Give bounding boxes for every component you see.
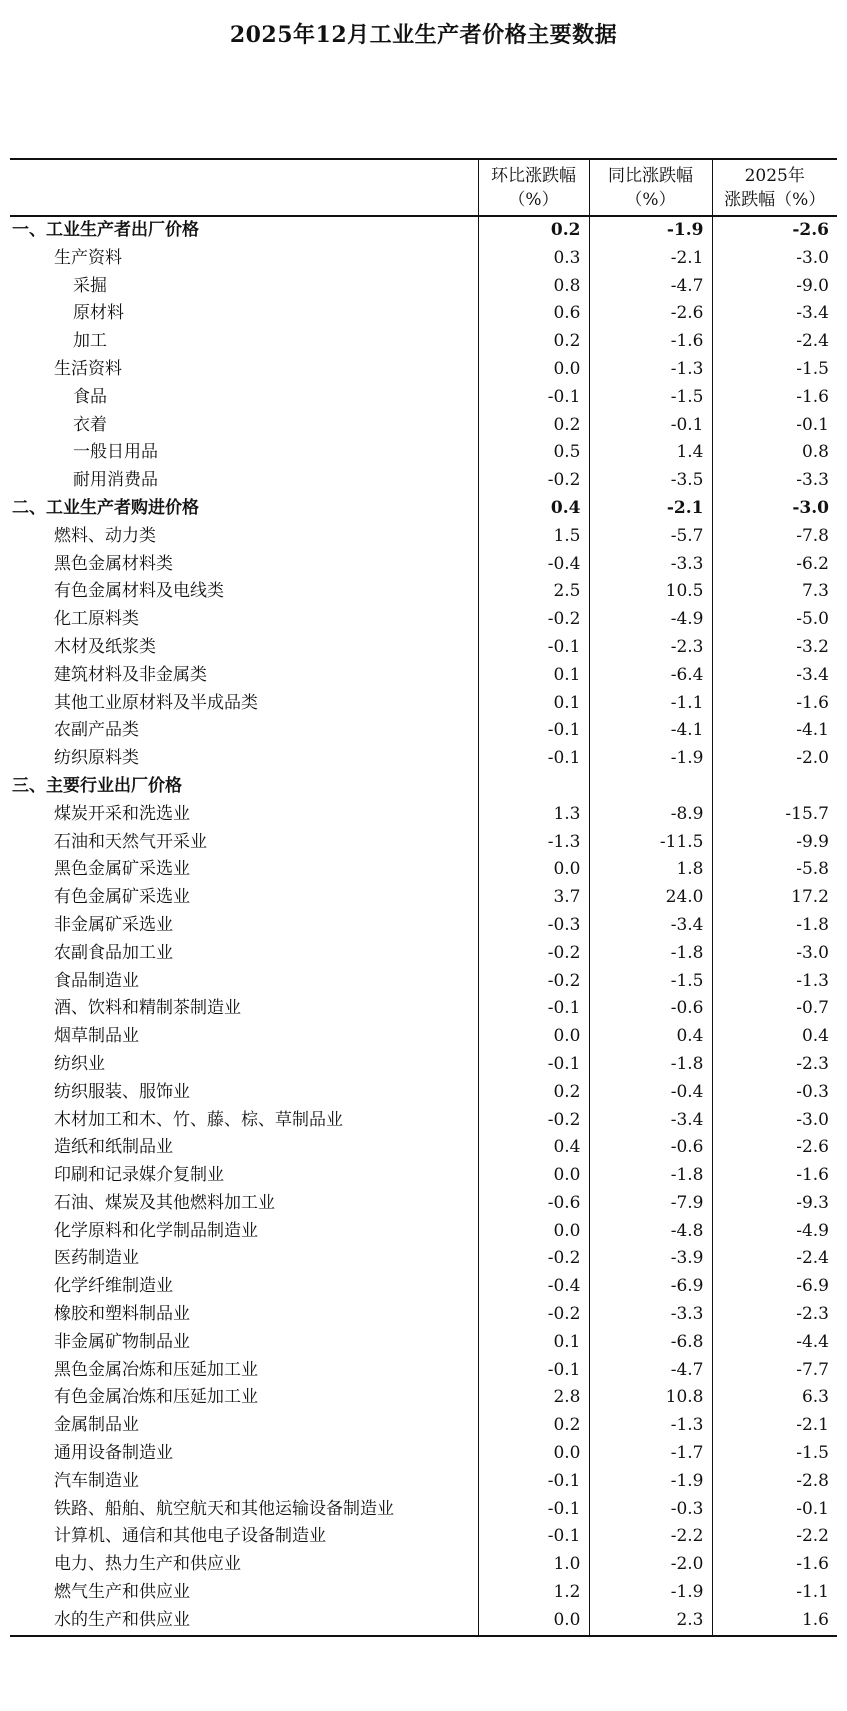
table-row [10,606,837,634]
cell-yoy: -3.5 [589,467,712,495]
header-mom-change [478,159,589,216]
cell-yoy: -1.9 [589,216,712,245]
table-row [10,634,837,662]
row-label: 烟草制品业 [54,1026,139,1047]
cell-ytd: -1.6 [712,690,837,718]
header-ytd-line1: 2025年 [744,165,805,186]
cell-mom: 0.0 [478,856,589,884]
cell-mom: 0.2 [478,328,589,356]
cell-yoy: -3.9 [589,1245,712,1273]
row-label: 非金属矿物制品业 [54,1331,190,1352]
cell-yoy: 24.0 [589,884,712,912]
header-ytd-line2: 涨跌幅（%） [724,189,826,210]
cell-mom: 0.0 [478,1218,589,1246]
row-label: 木材加工和木、竹、藤、棕、草制品业 [54,1109,343,1130]
header-yoy-line1: 同比涨跌幅 [608,165,693,186]
cell-ytd: -2.3 [712,1051,837,1079]
cell-mom: 2.5 [478,578,589,606]
cell-ytd: 7.3 [712,578,837,606]
cell-mom: -0.1 [478,717,589,745]
cell-ytd: -0.7 [712,995,837,1023]
table-row [10,1551,837,1579]
row-label: 医药制造业 [54,1248,139,1269]
cell-mom: -0.2 [478,1245,589,1273]
cell-mom: 0.0 [478,1440,589,1468]
cell-ytd: -7.8 [712,523,837,551]
cell-mom: 0.3 [478,245,589,273]
cell-yoy: -8.9 [589,801,712,829]
table-row [10,578,837,606]
cell-ytd: -2.4 [712,1245,837,1273]
row-label: 纺织服装、服饰业 [54,1081,190,1102]
cell-ytd: -3.4 [712,662,837,690]
page-title: 2025年12月工业生产者价格主要数据 [229,22,618,48]
cell-yoy: -0.1 [589,412,712,440]
row-label: 生活资料 [54,358,122,379]
cell-mom: 1.0 [478,1551,589,1579]
cell-mom: 0.4 [478,495,589,523]
cell-ytd: -9.3 [712,1190,837,1218]
table-row [10,856,837,884]
cell-mom [478,773,589,801]
cell-ytd: -9.9 [712,829,837,857]
cell-yoy: -6.8 [589,1329,712,1357]
cell-mom: 0.5 [478,439,589,467]
table-row [10,1523,837,1551]
header-ytd-change [712,159,837,216]
row-label: 原材料 [73,303,124,324]
cell-mom: 0.1 [478,1329,589,1357]
row-label: 燃料、动力类 [54,525,156,546]
cell-ytd: -3.4 [712,300,837,328]
cell-yoy: -0.4 [589,1079,712,1107]
row-label: 一、工业生产者出厂价格 [12,220,199,240]
cell-ytd: 1.6 [712,1607,837,1636]
row-label: 汽车制造业 [54,1470,139,1491]
row-label: 造纸和纸制品业 [54,1137,173,1158]
header-row [10,159,837,216]
row-label: 石油和天然气开采业 [54,831,207,852]
cell-ytd: 17.2 [712,884,837,912]
cell-yoy: -1.1 [589,690,712,718]
cell-ytd [712,773,837,801]
table-row [10,773,837,801]
cell-yoy: -1.5 [589,968,712,996]
table-row [10,1245,837,1273]
cell-yoy: -1.6 [589,328,712,356]
cell-yoy: 2.3 [589,1607,712,1636]
cell-mom: 3.7 [478,884,589,912]
cell-mom: -0.2 [478,1301,589,1329]
table-row [10,940,837,968]
cell-yoy: 1.8 [589,856,712,884]
cell-mom: 0.6 [478,300,589,328]
cell-yoy [589,773,712,801]
cell-ytd: -2.3 [712,1301,837,1329]
row-label: 黑色金属材料类 [54,553,173,574]
table-row [10,884,837,912]
cell-yoy: -0.6 [589,995,712,1023]
cell-mom: 0.1 [478,690,589,718]
cell-mom: -0.1 [478,1357,589,1385]
table-row [10,216,837,245]
cell-mom: 0.0 [478,356,589,384]
cell-yoy: -6.9 [589,1273,712,1301]
cell-yoy: -2.1 [589,495,712,523]
cell-ytd: -2.6 [712,1134,837,1162]
table-row [10,1051,837,1079]
cell-yoy: -1.3 [589,1412,712,1440]
cell-ytd: -0.1 [712,412,837,440]
cell-mom: -0.2 [478,467,589,495]
table-row [10,356,837,384]
cell-mom: -0.1 [478,634,589,662]
cell-ytd: -2.1 [712,1412,837,1440]
cell-mom: -0.4 [478,551,589,579]
table-row [10,328,837,356]
row-label: 有色金属材料及电线类 [54,581,224,602]
cell-mom: 1.2 [478,1579,589,1607]
cell-mom: 0.0 [478,1162,589,1190]
row-label: 金属制品业 [54,1415,139,1436]
cell-mom: 0.0 [478,1023,589,1051]
row-label: 食品 [73,386,107,407]
cell-yoy: -3.3 [589,1301,712,1329]
cell-ytd: -2.6 [712,216,837,245]
cell-mom: -0.2 [478,606,589,634]
cell-yoy: -5.7 [589,523,712,551]
table-row [10,717,837,745]
cell-ytd: -0.1 [712,1496,837,1524]
cell-yoy: -4.7 [589,1357,712,1385]
cell-yoy: -1.7 [589,1440,712,1468]
cell-yoy: -1.8 [589,940,712,968]
cell-ytd: -2.2 [712,1523,837,1551]
cell-mom: 2.8 [478,1384,589,1412]
table-row [10,245,837,273]
header-yoy-line2: （%） [625,189,676,210]
cell-yoy: -4.1 [589,717,712,745]
cell-ytd: -1.5 [712,1440,837,1468]
cell-ytd: -1.6 [712,1162,837,1190]
header-mom-line2: （%） [508,189,559,210]
table-row [10,995,837,1023]
table-row [10,1579,837,1607]
cell-ytd: 0.4 [712,1023,837,1051]
cell-mom: 0.2 [478,1412,589,1440]
cell-yoy: -1.8 [589,1051,712,1079]
row-label: 橡胶和塑料制品业 [54,1304,190,1325]
cell-ytd: -7.7 [712,1357,837,1385]
table-row [10,1357,837,1385]
cell-mom: -0.4 [478,1273,589,1301]
cell-yoy: -11.5 [589,829,712,857]
cell-yoy: -4.9 [589,606,712,634]
cell-ytd: -2.4 [712,328,837,356]
table-row [10,801,837,829]
table-row [10,1218,837,1246]
header-yoy-change [589,159,712,216]
price-data-table [10,158,837,1637]
cell-yoy: -6.4 [589,662,712,690]
cell-yoy: -1.9 [589,1579,712,1607]
cell-ytd: -15.7 [712,801,837,829]
cell-mom: -0.1 [478,1468,589,1496]
table-row [10,1384,837,1412]
header-item-column [10,159,478,216]
cell-ytd: -2.0 [712,745,837,773]
table-row [10,968,837,996]
row-label: 酒、饮料和精制茶制造业 [54,998,241,1019]
cell-ytd: -5.8 [712,856,837,884]
cell-yoy: -4.8 [589,1218,712,1246]
cell-ytd: -1.3 [712,968,837,996]
table-row [10,745,837,773]
cell-yoy: -2.6 [589,300,712,328]
row-label: 计算机、通信和其他电子设备制造业 [54,1526,326,1547]
row-label: 采掘 [73,275,107,296]
cell-ytd: 6.3 [712,1384,837,1412]
row-label: 建筑材料及非金属类 [54,664,207,685]
cell-mom: 0.2 [478,412,589,440]
cell-yoy: -1.3 [589,356,712,384]
table-row [10,1412,837,1440]
table-row [10,1496,837,1524]
table-row [10,1134,837,1162]
cell-mom: -1.3 [478,829,589,857]
row-label: 电力、热力生产和供应业 [54,1554,241,1575]
table-row [10,551,837,579]
table-row [10,690,837,718]
cell-mom: 0.4 [478,1134,589,1162]
cell-yoy: -3.4 [589,912,712,940]
cell-yoy: 10.8 [589,1384,712,1412]
table-row [10,273,837,301]
cell-yoy: 1.4 [589,439,712,467]
table-row [10,1107,837,1135]
cell-ytd: -1.6 [712,1551,837,1579]
cell-mom: 0.2 [478,1079,589,1107]
table-row [10,439,837,467]
table-row [10,300,837,328]
cell-yoy: 10.5 [589,578,712,606]
row-label: 有色金属矿采选业 [54,887,190,908]
cell-ytd: -3.0 [712,245,837,273]
table-row [10,1440,837,1468]
cell-mom: -0.1 [478,1051,589,1079]
cell-mom: -0.3 [478,912,589,940]
table-row [10,523,837,551]
cell-yoy: -1.5 [589,384,712,412]
cell-mom: -0.1 [478,1496,589,1524]
cell-ytd: -1.8 [712,912,837,940]
cell-mom: 0.8 [478,273,589,301]
cell-ytd: -5.0 [712,606,837,634]
table-row [10,1273,837,1301]
row-label: 衣着 [73,414,107,435]
row-label: 黑色金属矿采选业 [54,859,190,880]
cell-ytd: -4.4 [712,1329,837,1357]
row-label: 木材及纸浆类 [54,636,156,657]
cell-yoy: -0.3 [589,1496,712,1524]
table-row [10,1468,837,1496]
row-label: 食品制造业 [54,970,139,991]
table-header [10,159,837,216]
row-label: 铁路、船舶、航空航天和其他运输设备制造业 [54,1498,394,1519]
cell-ytd: -3.0 [712,495,837,523]
table-row [10,1079,837,1107]
table-row [10,1023,837,1051]
table-row [10,829,837,857]
cell-yoy: -2.3 [589,634,712,662]
cell-yoy: -1.9 [589,745,712,773]
cell-ytd: -3.0 [712,1107,837,1135]
row-label: 水的生产和供应业 [10,1607,478,1636]
cell-yoy: -2.0 [589,1551,712,1579]
cell-yoy: -1.9 [589,1468,712,1496]
table-row [10,1301,837,1329]
table-row [10,495,837,523]
row-label: 一般日用品 [73,442,158,463]
row-label: 燃气生产和供应业 [54,1582,190,1603]
row-label: 印刷和记录媒介复制业 [54,1165,224,1186]
row-label: 非金属矿采选业 [54,914,173,935]
table-row [10,1329,837,1357]
cell-mom: -0.2 [478,1107,589,1135]
row-label: 化学纤维制造业 [54,1276,173,1297]
cell-ytd: -0.3 [712,1079,837,1107]
table-row [10,412,837,440]
cell-yoy: -3.4 [589,1107,712,1135]
table-row [10,912,837,940]
cell-yoy: -4.7 [589,273,712,301]
row-label: 煤炭开采和洗选业 [54,803,190,824]
cell-yoy: -2.1 [589,245,712,273]
table-row [10,662,837,690]
cell-ytd: -2.8 [712,1468,837,1496]
cell-ytd: -6.9 [712,1273,837,1301]
cell-ytd: -3.0 [712,940,837,968]
row-label: 通用设备制造业 [54,1443,173,1464]
cell-ytd: 0.8 [712,439,837,467]
cell-mom: 0.1 [478,662,589,690]
table-row [10,1607,837,1636]
cell-mom: 0.0 [478,1607,589,1636]
table-row [10,467,837,495]
cell-yoy: -1.8 [589,1162,712,1190]
cell-ytd: -3.2 [712,634,837,662]
row-label: 其他工业原材料及半成品类 [54,692,258,713]
table-row [10,384,837,412]
row-label: 三、主要行业出厂价格 [12,775,182,796]
row-label: 耐用消费品 [73,470,158,491]
cell-mom: -0.2 [478,968,589,996]
cell-mom: -0.1 [478,745,589,773]
row-label: 黑色金属冶炼和压延加工业 [54,1359,258,1380]
row-label: 生产资料 [54,247,122,268]
cell-mom: 1.3 [478,801,589,829]
cell-yoy: -0.6 [589,1134,712,1162]
cell-ytd: -4.9 [712,1218,837,1246]
row-label: 农副食品加工业 [54,942,173,963]
cell-yoy: 0.4 [589,1023,712,1051]
row-label: 农副产品类 [54,720,139,741]
table-row [10,1190,837,1218]
row-label: 纺织原料类 [54,748,139,769]
row-label: 纺织业 [54,1053,105,1074]
cell-ytd: -3.3 [712,467,837,495]
cell-mom: -0.1 [478,995,589,1023]
cell-ytd: -1.6 [712,384,837,412]
row-label: 有色金属冶炼和压延加工业 [54,1387,258,1408]
table-row [10,1162,837,1190]
cell-yoy: -3.3 [589,551,712,579]
row-label: 二、工业生产者购进价格 [12,497,199,518]
header-mom-line1: 环比涨跌幅 [491,165,576,186]
cell-mom: 0.2 [478,216,589,245]
cell-ytd: -4.1 [712,717,837,745]
table-body [10,216,837,1636]
cell-mom: -0.1 [478,384,589,412]
cell-mom: -0.1 [478,1523,589,1551]
cell-mom: 1.5 [478,523,589,551]
cell-yoy: -2.2 [589,1523,712,1551]
cell-ytd: -1.5 [712,356,837,384]
cell-ytd: -1.1 [712,1579,837,1607]
row-label: 石油、煤炭及其他燃料加工业 [54,1192,275,1213]
cell-ytd: -6.2 [712,551,837,579]
cell-ytd: -9.0 [712,273,837,301]
row-label: 加工 [73,331,107,352]
row-label: 化学原料和化学制品制造业 [54,1220,258,1241]
cell-mom: -0.6 [478,1190,589,1218]
cell-yoy: -7.9 [589,1190,712,1218]
row-label: 化工原料类 [54,609,139,630]
cell-mom: -0.2 [478,940,589,968]
